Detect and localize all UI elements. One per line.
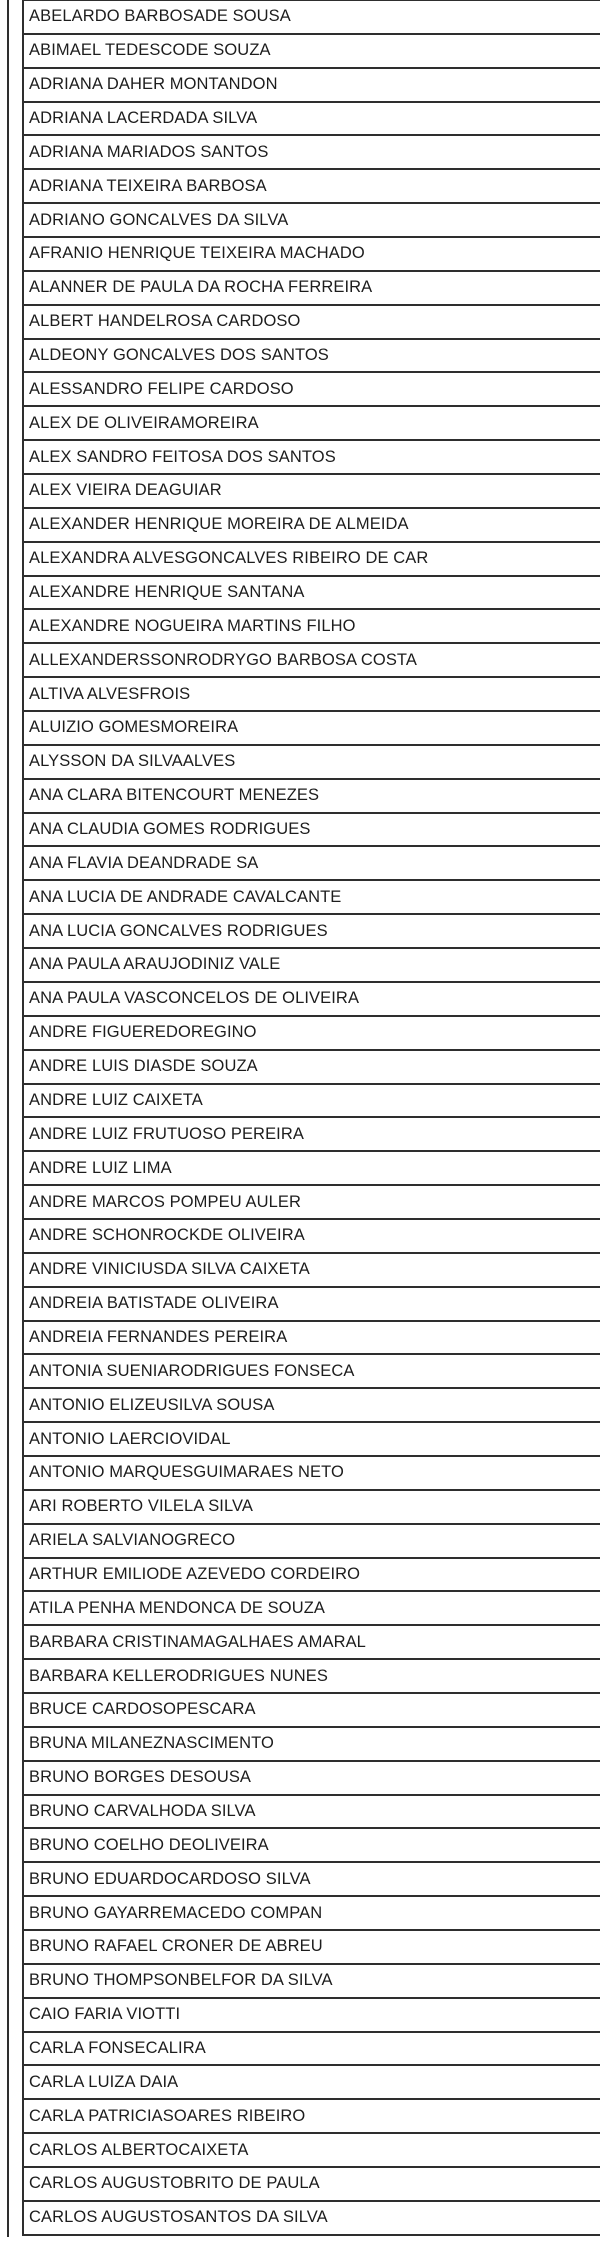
table-row[interactable] [24, 236, 600, 270]
table-row[interactable] [24, 710, 600, 744]
person-name: ANDRE LUIZ CAIXETA [29, 1090, 203, 1109]
table-row[interactable] [24, 1963, 600, 1997]
table-row[interactable] [24, 2064, 600, 2098]
table-row[interactable] [24, 642, 600, 676]
person-name: ALEX SANDRO FEITOSA DOS SANTOS [29, 447, 336, 466]
person-name: BRUNO GAYARREMACEDO COMPAN [29, 1903, 323, 1922]
table-row[interactable] [24, 1083, 600, 1117]
person-name: BARBARA CRISTINAMAGALHAES AMARAL [29, 1632, 366, 1651]
table-row[interactable] [24, 1929, 600, 1963]
table-row[interactable] [24, 1861, 600, 1895]
person-name: ALANNER DE PAULA DA ROCHA FERREIRA [29, 278, 373, 297]
table-row[interactable] [24, 0, 600, 33]
table-row[interactable] [24, 1489, 600, 1523]
person-name: ANA CLARA BITENCOURT MENEZES [29, 786, 320, 805]
person-name: ALESSANDRO FELIPE CARDOSO [29, 379, 294, 398]
person-name: ANDREIA FERNANDES PEREIRA [29, 1327, 288, 1346]
table-row[interactable] [24, 744, 600, 778]
table-row[interactable] [24, 1624, 600, 1658]
person-name: ALYSSON DA SILVAALVES [29, 752, 236, 771]
person-name: ANDRE VINICIUSDA SILVA CAIXETA [29, 1260, 310, 1279]
table-row[interactable] [24, 2200, 600, 2234]
person-name: ATILA PENHA MENDONCA DE SOUZA [29, 1598, 325, 1617]
table-row[interactable] [24, 676, 600, 710]
person-name: ARIELA SALVIANOGRECO [29, 1531, 236, 1550]
person-name: ALEXANDRA ALVESGONCALVES RIBEIRO DE CAR [29, 549, 429, 568]
table-row[interactable] [24, 541, 600, 575]
table-row[interactable] [24, 981, 600, 1015]
adjacent-column-border [7, 0, 9, 2237]
person-name: ALEXANDER HENRIQUE MOREIRA DE ALMEIDA [29, 515, 409, 534]
person-name: ADRIANA MARIADOS SANTOS [29, 142, 269, 161]
table-row[interactable] [24, 1827, 600, 1861]
table-row[interactable] [24, 1286, 600, 1320]
table-row[interactable] [24, 1760, 600, 1794]
person-name: CARLA LUIZA DAIA [29, 2072, 179, 2091]
table-row[interactable] [24, 338, 600, 372]
person-name: ANTONIA SUENIARODRIGUES FONSECA [29, 1361, 355, 1380]
person-name: ANDREIA BATISTADE OLIVEIRA [29, 1294, 279, 1313]
table-row[interactable] [24, 1997, 600, 2031]
person-name: ANDRE LUIZ LIMA [29, 1158, 172, 1177]
person-name: ALEX VIEIRA DEAGUIAR [29, 481, 222, 500]
person-name: ALBERT HANDELROSA CARDOSO [29, 312, 301, 331]
person-name: ADRIANA DAHER MONTANDON [29, 75, 278, 94]
person-name: ANTONIO ELIZEUSILVA SOUSA [29, 1395, 275, 1414]
person-name: ANA FLAVIA DEANDRADE SA [29, 853, 259, 872]
table-row[interactable] [24, 1692, 600, 1726]
table-row[interactable] [24, 1015, 600, 1049]
table-row[interactable] [24, 879, 600, 913]
person-name: ALDEONY GONCALVES DOS SANTOS [29, 346, 329, 365]
person-name: ANDRE FIGUEREDOREGINO [29, 1023, 257, 1042]
table-row[interactable] [24, 1726, 600, 1760]
table-row[interactable] [24, 2098, 600, 2132]
table-row[interactable] [24, 608, 600, 642]
person-name: ANDRE SCHONROCKDE OLIVEIRA [29, 1226, 305, 1245]
table-row[interactable] [24, 2166, 600, 2200]
person-name: ADRIANA LACERDADA SILVA [29, 109, 258, 127]
person-name: ALEXANDRE HENRIQUE SANTANA [29, 583, 305, 602]
table-row[interactable] [24, 371, 600, 405]
person-name: ABIMAEL TEDESCODE SOUZA [29, 41, 271, 60]
table-row[interactable] [24, 1421, 600, 1455]
table-row[interactable] [24, 1895, 600, 1929]
person-name: CAIO FARIA VIOTTI [29, 2005, 181, 2024]
person-name: BRUNO EDUARDOCARDOSO SILVA [29, 1869, 311, 1888]
table-row[interactable] [24, 845, 600, 879]
table-row[interactable] [24, 1353, 600, 1387]
table-row[interactable] [24, 473, 600, 507]
person-name: BRUCE CARDOSOPESCARA [29, 1700, 256, 1719]
table-row[interactable] [24, 1184, 600, 1218]
table-row[interactable] [24, 1387, 600, 1421]
person-name: CARLOS AUGUSTOBRITO DE PAULA [29, 2174, 320, 2193]
person-name: ALUIZIO GOMESMOREIRA [29, 718, 239, 737]
table-row[interactable] [24, 1320, 600, 1354]
table-row[interactable] [24, 778, 600, 812]
person-name: BARBARA KELLERODRIGUES NUNES [29, 1666, 328, 1685]
person-name: ADRIANA TEIXEIRA BARBOSA [29, 176, 267, 195]
person-name: CARLOS AUGUSTOSANTOS DA SILVA [29, 2208, 328, 2227]
person-name: ALEX DE OLIVEIRAMOREIRA [29, 413, 259, 432]
table-row[interactable] [24, 2031, 600, 2065]
person-name: ANTONIO LAERCIOVIDAL [29, 1429, 231, 1448]
person-name: CARLA FONSECALIRA [29, 2038, 206, 2057]
person-name: ALEXANDRE NOGUEIRA MARTINS FILHO [29, 616, 356, 635]
person-name: BRUNO THOMPSONBELFOR DA SILVA [29, 1971, 333, 1990]
table-row[interactable] [24, 947, 600, 981]
person-name: BRUNO RAFAEL CRONER DE ABREU [29, 1937, 323, 1956]
person-name: ANDRE LUIS DIASDE SOUZA [29, 1057, 258, 1076]
table-row[interactable] [24, 1523, 600, 1557]
table-row[interactable] [24, 101, 600, 135]
person-name: BRUNA MILANEZNASCIMENTO [29, 1734, 274, 1753]
person-name: ANA LUCIA GONCALVES RODRIGUES [29, 921, 328, 940]
table-row[interactable] [24, 67, 600, 101]
person-name: BRUNO COELHO DEOLIVEIRA [29, 1835, 269, 1854]
table-row[interactable] [24, 405, 600, 439]
table-row[interactable] [24, 168, 600, 202]
table-row[interactable] [24, 1794, 600, 1828]
table-row[interactable] [24, 1049, 600, 1083]
person-name: ANA CLAUDIA GOMES RODRIGUES [29, 820, 311, 839]
table-row[interactable] [24, 1590, 600, 1624]
person-name: ALTIVA ALVESFROIS [29, 684, 191, 703]
table-row[interactable] [24, 202, 600, 236]
person-name: CARLOS ALBERTOCAIXETA [29, 2140, 249, 2159]
person-name: ANTONIO MARQUESGUIMARAES NETO [29, 1463, 344, 1482]
person-name: ARI ROBERTO VILELA SILVA [29, 1497, 254, 1516]
table-row[interactable] [24, 1252, 600, 1286]
table-row[interactable] [24, 33, 600, 67]
person-name: ANA PAULA VASCONCELOS DE OLIVEIRA [29, 989, 360, 1008]
table-row[interactable] [24, 134, 600, 168]
table-row[interactable] [24, 575, 600, 609]
table-row[interactable] [24, 439, 600, 473]
table-row[interactable] [24, 304, 600, 338]
person-name: ARTHUR EMILIODE AZEVEDO CORDEIRO [29, 1564, 361, 1583]
table-row[interactable] [24, 1116, 600, 1150]
person-name: ANDRE LUIZ FRUTUOSO PEREIRA [29, 1124, 304, 1143]
person-name: ABELARDO BARBOSADE SOUSA [29, 7, 291, 26]
person-name: BRUNO CARVALHODA SILVA [29, 1801, 256, 1820]
table-row[interactable] [24, 1658, 600, 1692]
person-name: ANDRE MARCOS POMPEU AULER [29, 1192, 302, 1211]
table-row[interactable] [24, 1455, 600, 1489]
person-name: ANA PAULA ARAUJODINIZ VALE [29, 955, 281, 974]
person-name: ANA LUCIA DE ANDRADE CAVALCANTE [29, 887, 342, 906]
person-name: CARLA PATRICIASOARES RIBEIRO [29, 2106, 306, 2125]
person-name: ADRIANO GONCALVES DA SILVA [29, 210, 289, 229]
table-row[interactable] [24, 270, 600, 304]
table-row[interactable] [24, 2132, 600, 2166]
table-row[interactable] [24, 1557, 600, 1591]
table-row[interactable] [24, 812, 600, 846]
person-name: BRUNO BORGES DESOUSA [29, 1768, 252, 1787]
table-row[interactable] [24, 1150, 600, 1184]
table-row[interactable] [24, 913, 600, 947]
person-name: AFRANIO HENRIQUE TEIXEIRA MACHADO [29, 244, 365, 263]
name-list-table [22, 0, 600, 2236]
table-row[interactable] [24, 507, 600, 541]
table-row[interactable] [24, 1218, 600, 1252]
person-name: ALLEXANDERSSONRODRYGO BARBOSA COSTA [29, 650, 417, 669]
